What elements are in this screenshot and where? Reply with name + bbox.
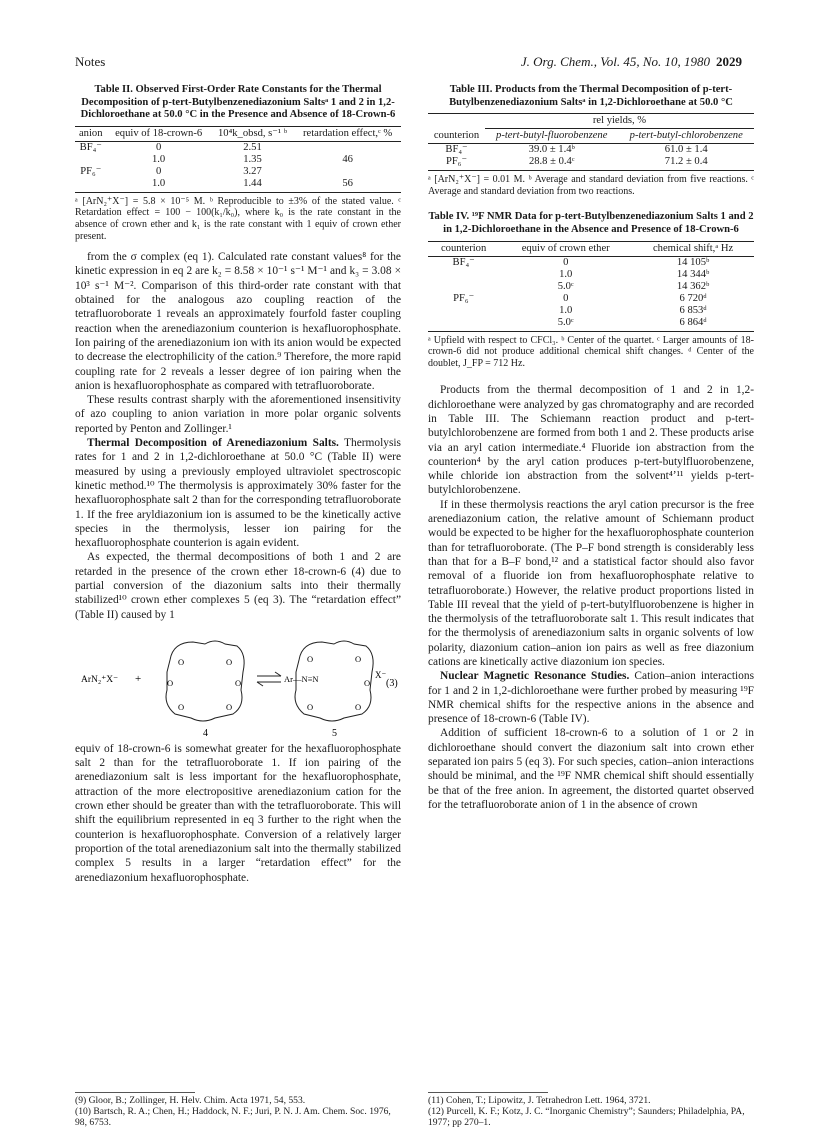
table-cell: 0 [155,141,162,153]
paragraph [428,669,754,726]
oxygen-atom: O [178,656,185,667]
paragraph: from the σ complex (eq 1). Calculated rate constant values⁸ for the kinetic expression in eq 2 are k₂ = 8.58 × 10⁻¹ s⁻¹ M⁻¹ and k₃ = 3.08 × 10³ s⁻¹ M⁻². Comparison of this third-order rate constant with that obtained for the analogous azo coupling reaction of the tetrafluoroborate 1 reveals an approximately fourfold faster coupling reaction when the arenediazonium counterion is hexafluorophosphate. Ion pairing of the arenediazonium ion with its anion would be expected to decrease the electrophilicity of the cation.⁹ Therefore, the more rapid coupling rate for 2 reveals a lesser degree of ion pairing when the anion is hexafluorophosphate as compared with tetrafluoroborate. [75,251,401,392]
footnote-item: (12) Purcell, K. F.; Kotz, J. C. “Inorganic Chemistry”; Saunders; Philadelphia, PA, 1977; pp 270–1. [428,1106,745,1128]
table-cell: 1.0 [559,268,573,280]
table4-header-shift: chemical shift,ᵃ Hz [632,241,754,256]
paragraph-text: Thermolysis rates for 1 and 2 in 1,2-dichloroethane at 50.0 °C (Table II) were measured by using a previously employed ultraviolet spectroscopic kinetic method.¹⁰ The thermolysis is approximately 30% faster for the hexafluorophosphate salt 2 than for the corresponding tetrafluoroborate 1. If the free aryldiazonium ion is assumed to be the kinetically active species in the thermolysis, lesser ion pairing for the hexafluorophosphate counterion is again evident. [75,437,401,550]
reactant-label: ArN₂⁺X⁻ [81,674,119,685]
table-cell: 61.0 ± 1.4 [664,144,708,156]
table-cell: 6 720ᵈ [679,292,707,304]
table-cell: 1.0 [107,178,211,193]
oxygen-atom: O [226,701,233,712]
table2-header-equiv: equiv of 18-crown-6 [107,126,211,141]
oxygen-atom: O [307,701,314,712]
paragraph [75,436,401,550]
table-cell: 6 853ᵈ [679,304,707,316]
table-cell: 14 344ᵇ [676,268,710,280]
table2-footnote: ᵃ [ArN₂⁺X⁻] = 5.8 × 10⁻⁵ M. ᵇ Reproducible to ±3% of the stated value. ᶜ Retardation effect = 100 − 100(k₁/k₀), where k₀ is the rate constant in the absence of crown ether and k₁ is the rate constant with 1 equiv of crown ether present. [75,195,401,242]
footnote-item: (9) Gloor, B.; Zollinger, H. Helv. Chim. Acta 1971, 54, 553. [75,1095,306,1106]
table-cell: 39.0 ± 1.4ᵇ [528,144,575,156]
table-cell: BF₄⁻ [79,141,102,153]
footnote-rule [428,1092,548,1093]
plus-sign: + [135,672,142,685]
table2 [75,126,401,193]
table-cell [428,269,499,281]
table-row [75,154,401,166]
table-cell: 1.0 [559,304,573,316]
table-row [428,256,754,269]
section-heading-thermal: Thermal Decomposition of Arenediazonium Salts. [87,437,339,450]
oxygen-atom: O [355,701,362,712]
table-cell [428,305,499,317]
equation-number: (3) [386,677,398,689]
table-cell: 5.0ᶜ [557,280,574,292]
crown-ether-equilibrium-diagram [75,630,401,738]
table-cell [75,178,107,193]
table3-header-spacer [428,114,485,129]
page-number: 2029 [716,54,742,69]
paragraph: As expected, the thermal decompositions of both 1 and 2 are retarded in the presence of the crown ether 18-crown-6 (4) due to partial conversion of the diazonium salts into their thermally stabilized¹⁰ crown ether complexes 5 (eq 3). The “retardation effect” (Table II) caused by 1 [75,551,401,621]
table-cell: 0 [155,165,162,177]
oxygen-atom: O [226,656,233,667]
paragraph: equiv of 18-crown-6 is somewhat greater for the hexafluorophosphate salt 2 than for the tetrafluoroborate 1. If ion pairing of the arenediazonium salt is less important for the hexafluorophosphate, attraction of the more electropositive arenediazonium cation for the crown ether should be greater than with the tetrafluoroborate. This will shift the equilibrium represented in eq 3 further to the right when the counterion is hexafluorophosphate. Conversion of a relatively larger proportion of the total arenediazonium salt into the thermally stabilized complex 5 results in a larger “retardation effect” for the arenediazonium hexafluorophosphate. [75,742,401,884]
table2-header-retardation: retardation effect,ᶜ % [294,126,401,141]
table-row [428,281,754,293]
table-row [428,269,754,281]
section-heading-nmr: Nuclear Magnetic Resonance Studies. [440,670,630,683]
table-row [75,178,401,193]
right-column [428,84,754,812]
table4-caption: Table IV. ¹⁹F NMR Data for p-tert-Butylbenzenediazonium Salts 1 and 2 in 1,2-Dichloroethane in the Absence and Presence of 18-Crown-6 [428,211,754,235]
footnote-item: (11) Cohen, T.; Lipowitz, J. Tetrahedron Lett. 1964, 3721. [428,1095,651,1106]
table4-header-counterion: counterion [428,241,499,256]
table-row [428,293,754,305]
table-cell: 28.8 ± 0.4ᶜ [485,156,618,171]
oxygen-atom: O [178,701,185,712]
aryl-diazonium-core: Ar—N≡N [284,673,319,684]
table2-header-anion: anion [75,126,107,141]
table-cell: 1.44 [211,178,295,193]
table-cell: 0 [563,256,569,268]
equation-3-scheme [75,630,401,738]
table4-header-equiv: equiv of crown ether [499,241,632,256]
table-cell: 3.27 [243,165,262,177]
left-column [75,84,401,885]
running-section-title: Notes [75,54,106,69]
paragraph: If in these thermolysis reactions the aryl cation precursor is the free arenediazonium cation, the relative amount of Schiemann product would be expected to be higher for the hexafluorophosphate counterion than for tetrafluoroborate. (The P–F bond strength is considerably less than that for a B–F bond,¹² and a statistical factor should also favor removal of a fluoride ion from hexafluorophosphate relative to tetrafluoroborate.) However, the relative product proportions listed in Table III reveal that the yield of p-tert-butylfluorobenzene is higher in the thermolysis of the tetrafluoroborate salt 1. This result indicates that for the thermolysis of arenediazonium salts in organic solvents of low polarity, diazonium cation–anion ion pairs as well as free diazonium cations are kinetically active diazonium ion species. [428,498,754,668]
table-cell: 6 864ᵈ [632,317,754,332]
table3-span-header: rel yields, % [485,114,754,129]
table-row [428,305,754,317]
paragraph: Addition of sufficient 18-crown-6 to a solution of 1 or 2 in dichloroethane should convert the diazonium salt into crown ether separated ion pairs 5 (eq 3). For such species, cation–anion interactions should be minimal, and the ¹⁹F NMR chemical shift should essentially be that of the free anion. In agreement, the distorted quartet observed for the tetrafluoroborate anion of 1 in the absence of crown [428,727,754,811]
table-cell: 5.0ᶜ [499,317,632,332]
table-cell [428,317,499,332]
table4 [428,241,754,332]
table-cell: 2.51 [243,141,262,153]
table-cell: BF₄⁻ [452,256,475,268]
table-cell [294,141,401,154]
table-cell: 0 [563,292,569,304]
table4-footnote: ᵃ Upfield with respect to CFCl₃. ᵇ Center of the quartet. ᶜ Larger amounts of 18-crown-6 did not produce additional chemical shift changes. ᵈ Center of the doublet, J_FP = 712 Hz. [428,334,754,369]
table-cell: 71.2 ± 0.4 [618,156,754,171]
table3-header-fluoro: p-tert-butyl-fluorobenzene [485,129,618,144]
footnote-item: (10) Bartsch, R. A.; Chen, H.; Haddock, N. F.; Juri, P. N. J. Am. Chem. Soc. 1976, 98, 6753. [75,1106,391,1128]
table3-footnote: ᵃ [ArN₂⁺X⁻] = 0.01 M. ᵇ Average and standard deviation from five reactions. ᶜ Average and standard deviation from two reactions. [428,174,754,197]
table-cell: 14 362ᵇ [676,280,710,292]
paragraph: These results contrast sharply with the aforementioned insensitivity of azo coupling to anion variation in more polar organic solvents reported by Penton and Zollinger.¹ [75,394,401,435]
running-journal-header [521,54,742,70]
paragraph: Products from the thermal decomposition of 1 and 2 in 1,2-dichloroethane were analyzed by gas chromatography and are recorded in Table III. The Schiemann reaction product and p-tert-butylchlorobenzene are formed from both 1 and 2. These products arise via an aryl cation intermediate.⁴ Fluoride ion abstraction from the counterion⁴ by the aryl cation produces p-tert-butylfluorobenzene, while chloride ion abstraction from the solvent⁴ʼ¹¹ yields p-tert-butylchlorobenzene. [428,384,754,497]
compound-label-4: 4 [203,727,208,738]
equilibrium-arrow [257,672,281,686]
table-cell: 1.0 [151,153,166,165]
table-cell: PF₆⁻ [428,156,485,171]
table-cell: PF₆⁻ [453,292,475,304]
table-cell: BF₄⁻ [445,144,468,156]
table3-caption: Table III. Products from the Thermal Decomposition of p-tert-Butylbenzenediazonium Saltsᵃ in 1,2-Dichloroethane at 50.0 °C [449,84,733,108]
table-row [428,156,754,171]
oxygen-atom: O [307,653,314,664]
table-row [75,141,401,154]
table-row [75,166,401,178]
table-cell: 1.35 [243,153,262,165]
oxygen-atom: O [235,677,242,688]
footnotes-left [75,1095,401,1128]
table-cell: 56 [294,178,401,193]
table2-header-kobsd: 10⁴k_obsd, s⁻¹ ᵇ [211,126,295,141]
oxygen-atom: O [167,677,174,688]
table-row [428,144,754,157]
footnote-rule [75,1092,195,1093]
table3-header-counterion: counterion [428,129,485,144]
compound-label-5: 5 [332,727,337,738]
table-cell [428,281,499,293]
table-cell: 14 105ᵇ [676,256,710,268]
oxygen-atom: O [355,653,362,664]
journal-citation: J. Org. Chem., Vol. 45, No. 10, 1980 [520,54,710,69]
table3 [428,113,754,171]
oxygen-atom: O [364,677,371,688]
table3-header-chloro: p-tert-butyl-chlorobenzene [618,129,754,144]
table-cell [294,166,401,178]
table-cell: 46 [342,153,353,165]
footnotes-right [428,1095,754,1128]
counterion-label: X⁻ [375,669,387,680]
table-cell [75,154,107,166]
paragraph-text: Cation–anion interactions for 1 and 2 in 1,2-dichloroethane were further probed by measuring ¹⁹F NMR chemical shifts for the respective anions in the absence and presence of 18-crown-6 (Table IV). [428,670,755,726]
table2-caption: Table II. Observed First-Order Rate Constants for the Thermal Decomposition of p-tert-Butylbenzenediazonium Saltsᵃ 1 and 2 in 1,2-Dichloroethane at 50.0 °C in the Presence and Absence of 18-Crown-6 [80,84,396,121]
table-row [428,317,754,332]
table-cell: PF₆⁻ [80,165,102,177]
